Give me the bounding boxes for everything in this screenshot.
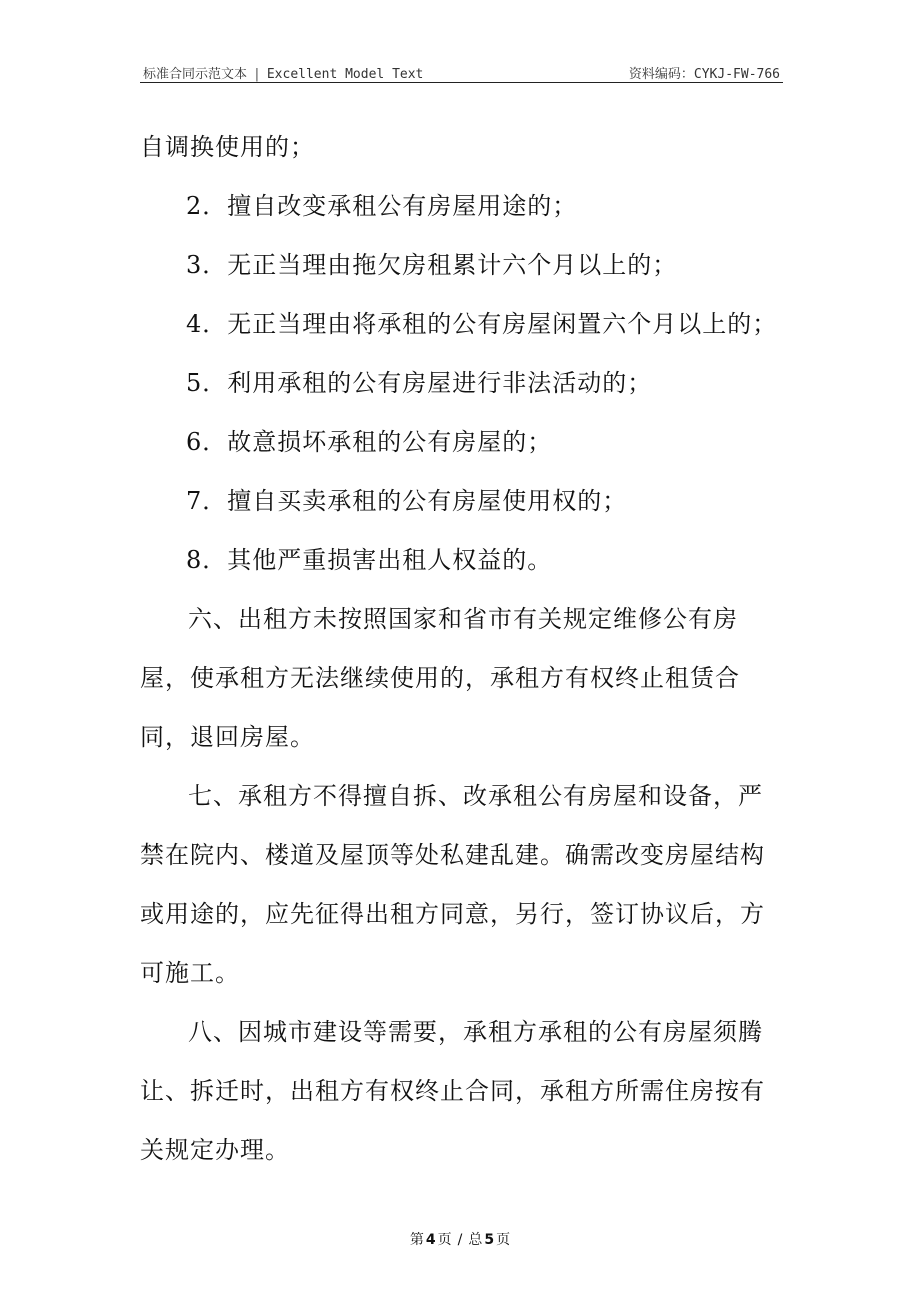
paragraph-continuation: 自调换使用的； — [140, 133, 315, 161]
list-item: 5．利用承租的公有房屋进行非法活动的； — [186, 369, 653, 397]
list-item: 6．故意损坏承租的公有房屋的； — [186, 428, 553, 456]
header-document-code: 资料编码：CYKJ-FW-766 — [628, 67, 780, 82]
list-item: 8．其他严重损害出租人权益的。 — [186, 546, 553, 574]
page-header — [140, 62, 783, 83]
header-left — [143, 63, 423, 82]
list-item: 4．无正当理由将承租的公有房屋闲置六个月以上的； — [186, 310, 778, 338]
document-body — [140, 118, 783, 1180]
footer-total-suffix: 页 — [496, 1232, 511, 1248]
list-item: 7．擅自买卖承租的公有房屋使用权的； — [186, 487, 628, 515]
footer-page-number: 4 — [425, 1232, 436, 1248]
list-item: 2．擅自改变承租公有房屋用途的； — [186, 192, 578, 220]
header-separator: | — [253, 67, 261, 82]
footer-slash: / — [457, 1232, 463, 1248]
header-title-cn: 标准合同示范文本 — [143, 67, 248, 82]
list-item: 3．无正当理由拖欠房租累计六个月以上的； — [186, 251, 678, 279]
clause-eight: 八、因城市建设等需要，承租方承租的公有房屋须腾让、拆迁时，出租方有权终止合同，承租方所需住房按有关规定办理。 — [140, 1018, 765, 1164]
footer-total-pages: 5 — [484, 1232, 495, 1248]
footer-page-suffix: 页 — [437, 1232, 452, 1248]
footer-prefix: 第 — [409, 1232, 424, 1248]
clause-seven: 七、承租方不得擅自拆、改承租公有房屋和设备，严禁在院内、楼道及屋顶等处私建乱建。确需改变房屋结构或用途的，应先征得出租方同意，另行，签订协议后，方可施工。 — [140, 782, 765, 987]
header-title-en: Excellent Model Text — [266, 67, 424, 82]
page-footer — [0, 1229, 920, 1249]
footer-total-prefix: 总 — [468, 1232, 483, 1248]
clause-six: 六、出租方未按照国家和省市有关规定维修公有房屋，使承租方无法继续使用的，承租方有权终止租赁合同，退回房屋。 — [140, 605, 740, 751]
